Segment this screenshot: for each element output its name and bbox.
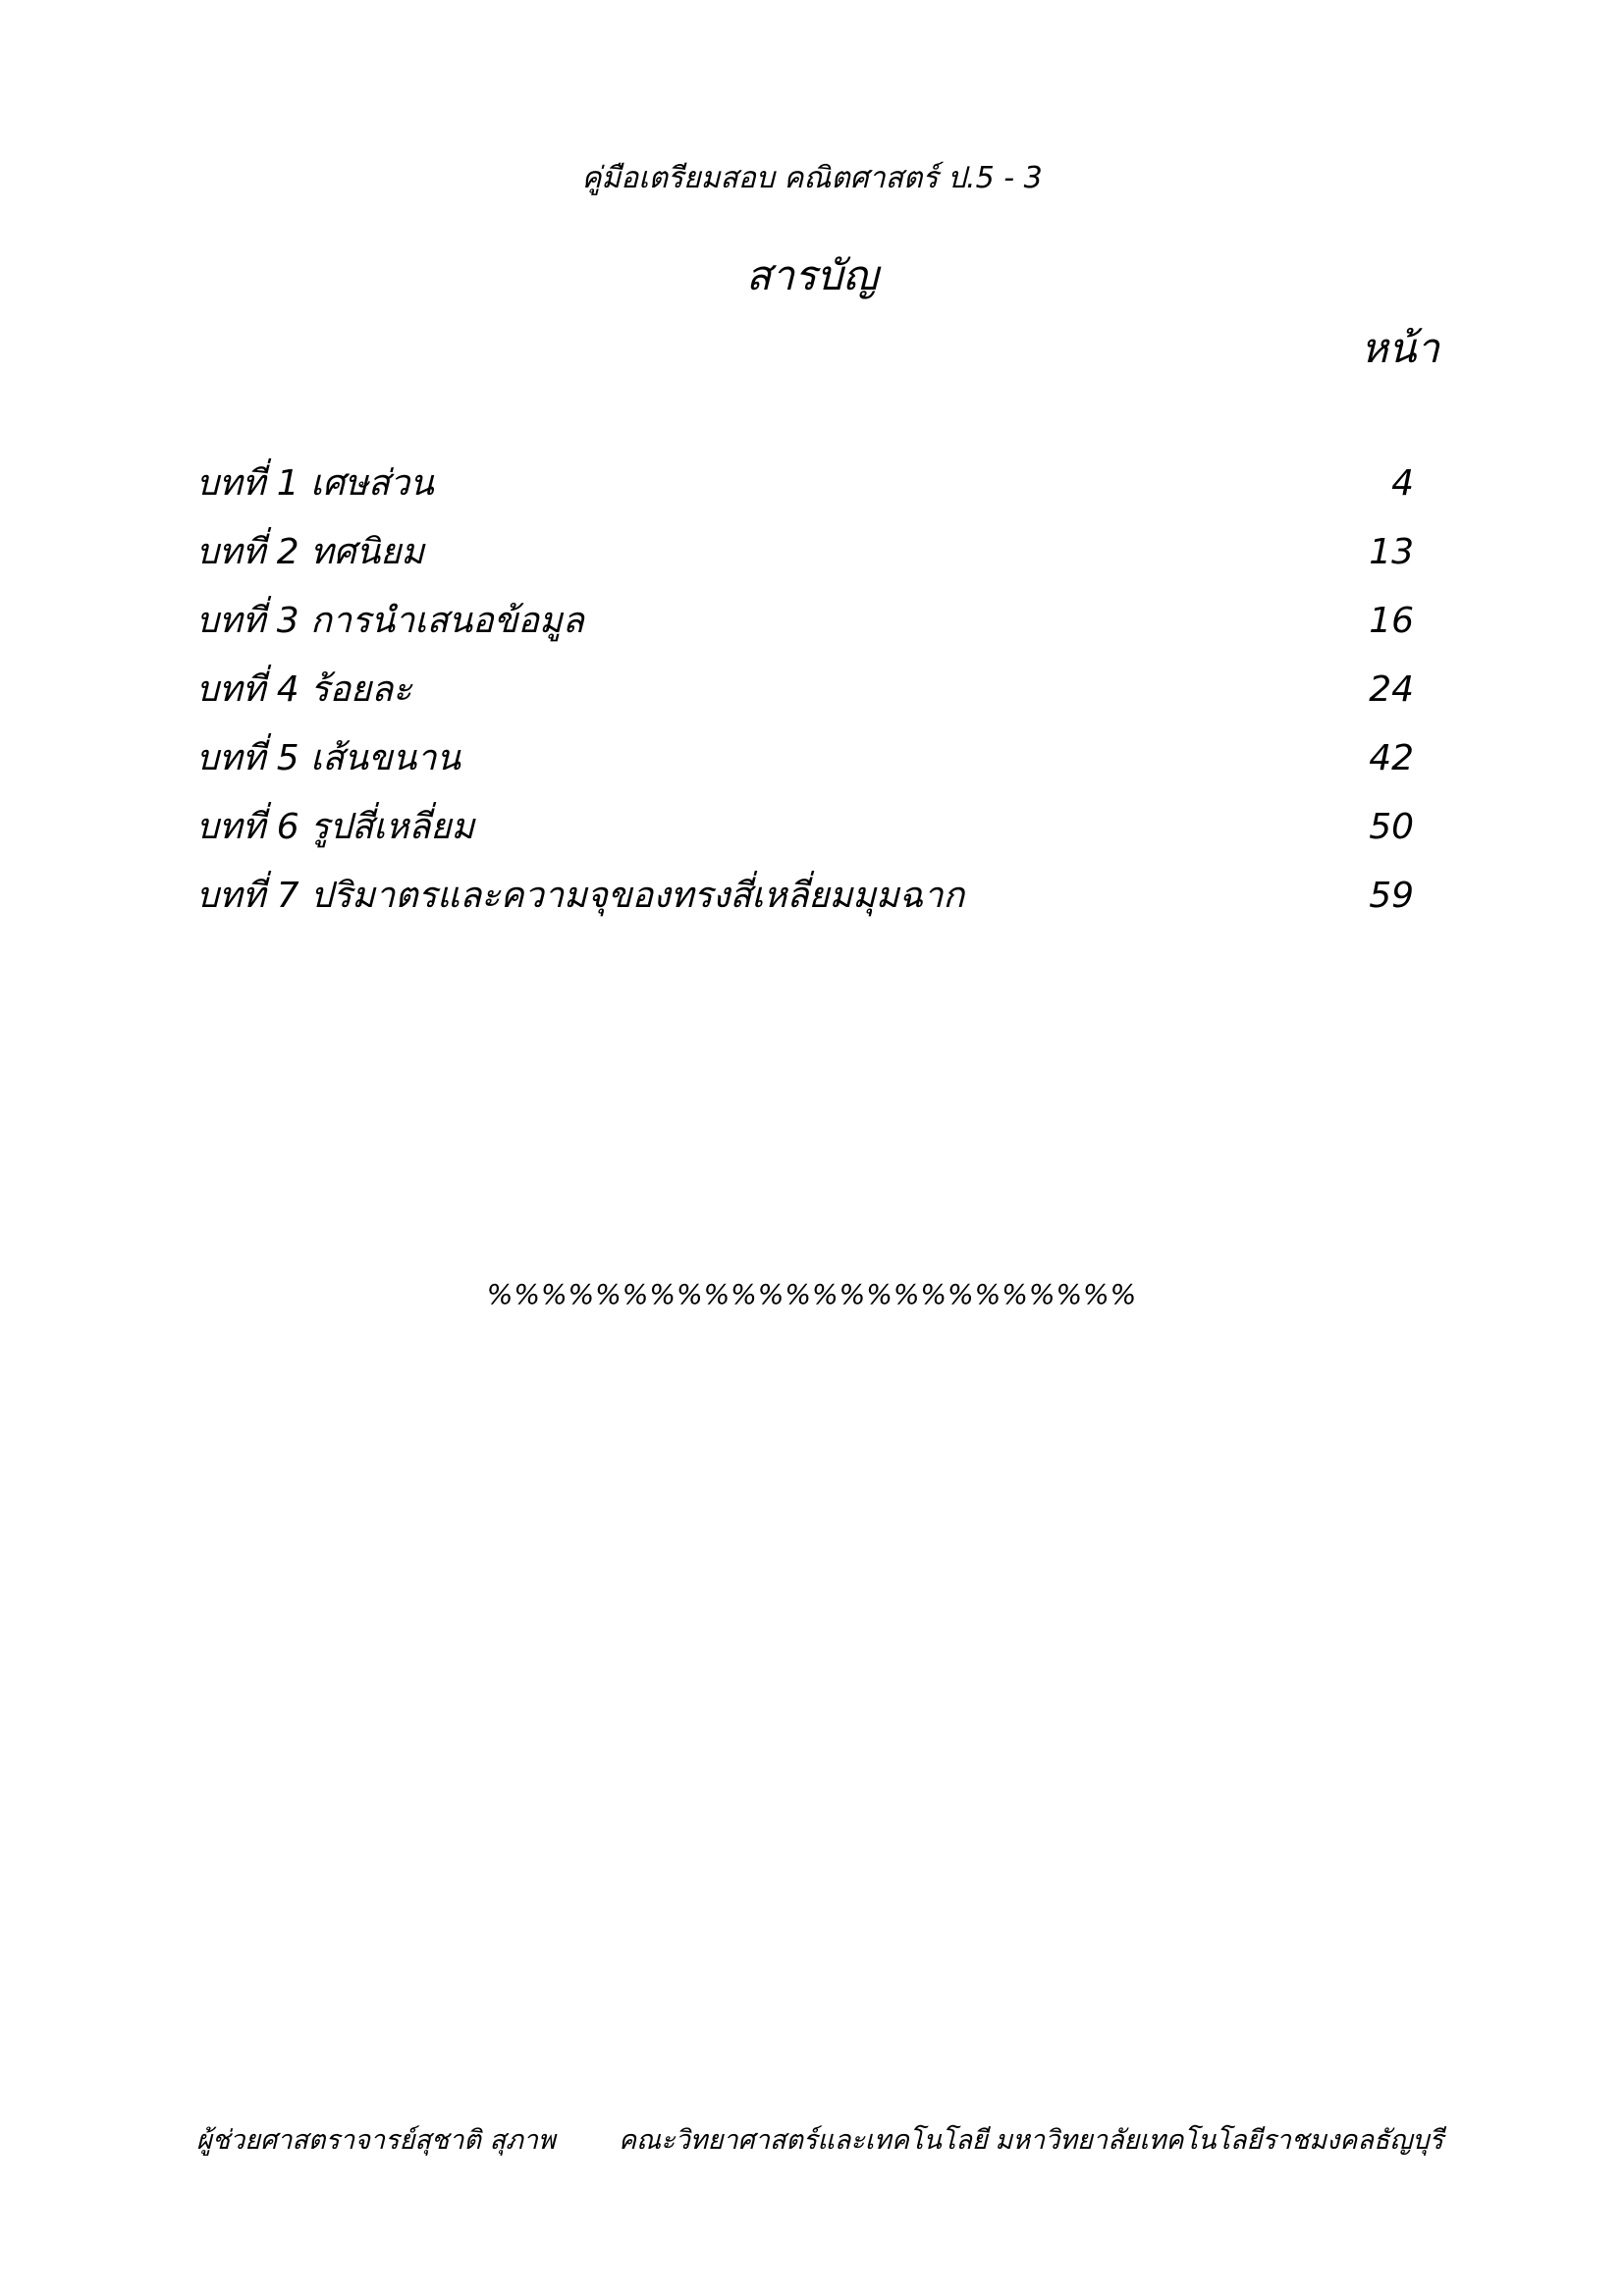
- toc-entry-title: บทที่ 7 ปริมาตรและความจุของทรงสี่เหลี่ยมมุมฉาก: [196, 876, 965, 916]
- toc-entry-page: 16: [1369, 601, 1414, 641]
- toc-entry: [196, 656, 1443, 724]
- toc-entry-page: 24: [1369, 669, 1414, 710]
- toc-entry: [196, 587, 1443, 656]
- page-title: สารบัญ: [745, 251, 879, 299]
- table-of-contents: [196, 450, 1443, 931]
- toc-entry-page: 4: [1391, 463, 1414, 504]
- toc-entry-title: บทที่ 4 ร้อยละ: [196, 669, 412, 710]
- footer-faculty: คณะวิทยาศาสตร์และเทคโนโลยี: [619, 2125, 988, 2156]
- toc-entry-page: 59: [1369, 876, 1414, 916]
- toc-entry-page: 50: [1369, 807, 1414, 847]
- toc-entry-page: 13: [1369, 532, 1414, 572]
- toc-entry: [196, 450, 1443, 518]
- running-header: คู่มือเตรียมสอบ คณิตศาสตร์ ป.5 - 3: [581, 161, 1043, 195]
- toc-entry-title: บทที่ 1 เศษส่วน: [196, 463, 434, 504]
- section-separator: %%%%%%%%%%%%%%%%%%%%%%%%: [486, 1278, 1138, 1310]
- footer-university: มหาวิทยาลัยเทคโนโลยีราชมงคลธัญบุรี: [995, 2125, 1443, 2156]
- toc-entry: [196, 518, 1443, 587]
- toc-entry-title: บทที่ 3 การนำเสนอข้อมูล: [196, 601, 584, 641]
- toc-entry: [196, 862, 1443, 931]
- toc-entry-title: บทที่ 6 รูปสี่เหลี่ยม: [196, 807, 475, 847]
- toc-entry: [196, 724, 1443, 793]
- toc-entry-page: 42: [1369, 738, 1414, 778]
- toc-entry-title: บทที่ 5 เส้นขนาน: [196, 738, 461, 778]
- toc-entry-title: บทที่ 2 ทศนิยม: [196, 532, 425, 572]
- toc-entry: [196, 793, 1443, 862]
- page-column-label: หน้า: [1361, 324, 1439, 372]
- footer-author: ผู้ช่วยศาสตราจารย์สุชาติ สุภาพ: [196, 2125, 556, 2156]
